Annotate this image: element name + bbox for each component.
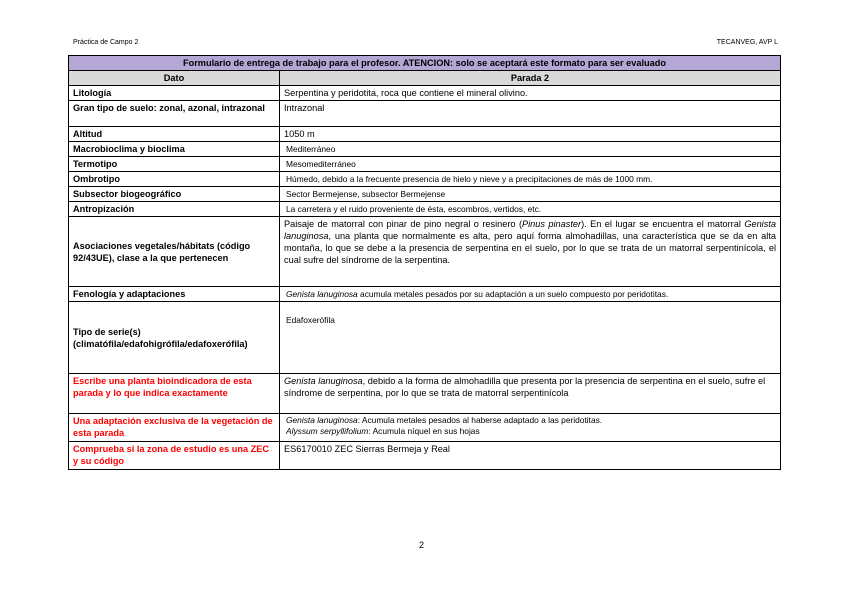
- label-antropizacion: Antropización: [69, 202, 280, 217]
- evaluation-form-table: [68, 55, 781, 470]
- label-bioindicadora: Escribe una planta bioindicadora de esta parada y lo que indica exactamente: [69, 374, 280, 414]
- label-fenologia: Fenología y adaptaciones: [69, 287, 280, 302]
- value-bioindicadora: [280, 374, 781, 414]
- title-row: [69, 56, 781, 71]
- bioindicadora-species: Genista lanuginosa: [284, 376, 363, 386]
- value-litologia: Serpentina y peridotita, roca que contiene el mineral olivino.: [280, 86, 781, 101]
- page-number: 2: [419, 540, 425, 550]
- adaptacion-text-2: : Acumula níquel en sus hojas: [368, 426, 480, 436]
- row-asociaciones: [69, 217, 781, 287]
- adaptacion-species-2: Alyssum serpyllifolium: [286, 426, 369, 436]
- value-fenologia: [280, 287, 781, 302]
- value-altitud: 1050 m: [280, 127, 781, 142]
- column-header-row: [69, 71, 781, 86]
- value-asociaciones: [280, 217, 781, 287]
- asociaciones-species-genista: Genista lanuginosa: [284, 219, 776, 241]
- label-termotipo: Termotipo: [69, 157, 280, 172]
- value-subsector: Sector Bermejense, subsector Bermejense: [280, 187, 781, 202]
- row-antropizacion: [69, 202, 781, 217]
- label-adaptacion: Una adaptación exclusiva de la vegetación de esta parada: [69, 414, 280, 442]
- value-macrobioclima: Mediterráneo: [280, 142, 781, 157]
- value-serie: Edafoxerófila: [280, 302, 781, 374]
- header-left: Práctica de Campo 2: [73, 39, 139, 46]
- adaptacion-text-1: : Acumula metales pesados al haberse adaptado a las peridotitas.: [357, 415, 603, 425]
- adaptacion-species-1: Genista lanuginosa: [286, 415, 358, 425]
- label-altitud: Altitud: [69, 127, 280, 142]
- asociaciones-text-c: ). En el lugar se encuentra el matorral: [581, 219, 745, 229]
- value-zec: ES6170010 ZEC Sierras Bermeja y Real: [280, 442, 781, 470]
- row-litologia: [69, 86, 781, 101]
- row-zec: [69, 442, 781, 470]
- value-suelo: Intrazonal: [280, 101, 781, 127]
- row-bioindicadora: [69, 374, 781, 414]
- asociaciones-text-a: Paisaje de matorral con pinar de pino negral o resinero (: [284, 219, 522, 229]
- label-subsector: Subsector biogeográfico: [69, 187, 280, 202]
- row-termotipo: [69, 157, 781, 172]
- bioindicadora-text: , debido a la forma de almohadilla que presenta por la presencia de serpentina en el suelo, sufre el síndrome de serpentina, por lo que se trata de matorral serpentinícola: [284, 376, 766, 398]
- col-header-parada: Parada 2: [280, 71, 781, 86]
- row-ombrotipo: [69, 172, 781, 187]
- header-right: TECANVEG, AVP L: [716, 39, 778, 46]
- row-macrobioclima: [69, 142, 781, 157]
- value-antropizacion: La carretera y el ruido proveniente de ésta, escombros, vertidos, etc.: [280, 202, 781, 217]
- fenologia-species: Genista lanuginosa: [286, 289, 358, 299]
- col-header-dato: Dato: [69, 71, 280, 86]
- fenologia-text: acumula metales pesados por su adaptación a un suelo compuesto por peridotitas.: [357, 289, 669, 299]
- row-adaptacion: [69, 414, 781, 442]
- value-termotipo: Mesomediterráneo: [280, 157, 781, 172]
- label-asociaciones: Asociaciones vegetales/hábitats (código 92/43UE), clase a la que pertenecen: [69, 217, 280, 287]
- row-altitud: [69, 127, 781, 142]
- label-ombrotipo: Ombrotipo: [69, 172, 280, 187]
- label-litologia: Litología: [69, 86, 280, 101]
- asociaciones-species-pinus: Pinus pinaster: [522, 219, 582, 229]
- label-serie: Tipo de serie(s) (climatófila/edafohigrófila/edafoxerófila): [69, 302, 280, 374]
- row-serie: [69, 302, 781, 374]
- label-macrobioclima: Macrobioclima y bioclima: [69, 142, 280, 157]
- value-ombrotipo: Húmedo, debido a la frecuente presencia de hielo y nieve y a precipitaciones de más de 1000 mm.: [280, 172, 781, 187]
- row-fenologia: [69, 287, 781, 302]
- row-suelo: [69, 101, 781, 127]
- value-adaptacion: [280, 414, 781, 442]
- label-zec: Comprueba si la zona de estudio es una ZEC y su código: [69, 442, 280, 470]
- asociaciones-text-e: , una planta que normalmente es alta, pero aquí forma almohadillas, una característica que se da en alta montaña, lo que se debe a la presencia de serpentina en el suelo, por lo que se trata de un matorral serpentinícola, el cual sufre del síndrome de la serpentina.: [284, 231, 776, 265]
- form-title: Formulario de entrega de trabajo para el profesor. ATENCION: solo se aceptará este formato para ser evaluado: [69, 56, 781, 71]
- row-subsector: [69, 187, 781, 202]
- label-suelo: Gran tipo de suelo: zonal, azonal, intrazonal: [69, 101, 280, 127]
